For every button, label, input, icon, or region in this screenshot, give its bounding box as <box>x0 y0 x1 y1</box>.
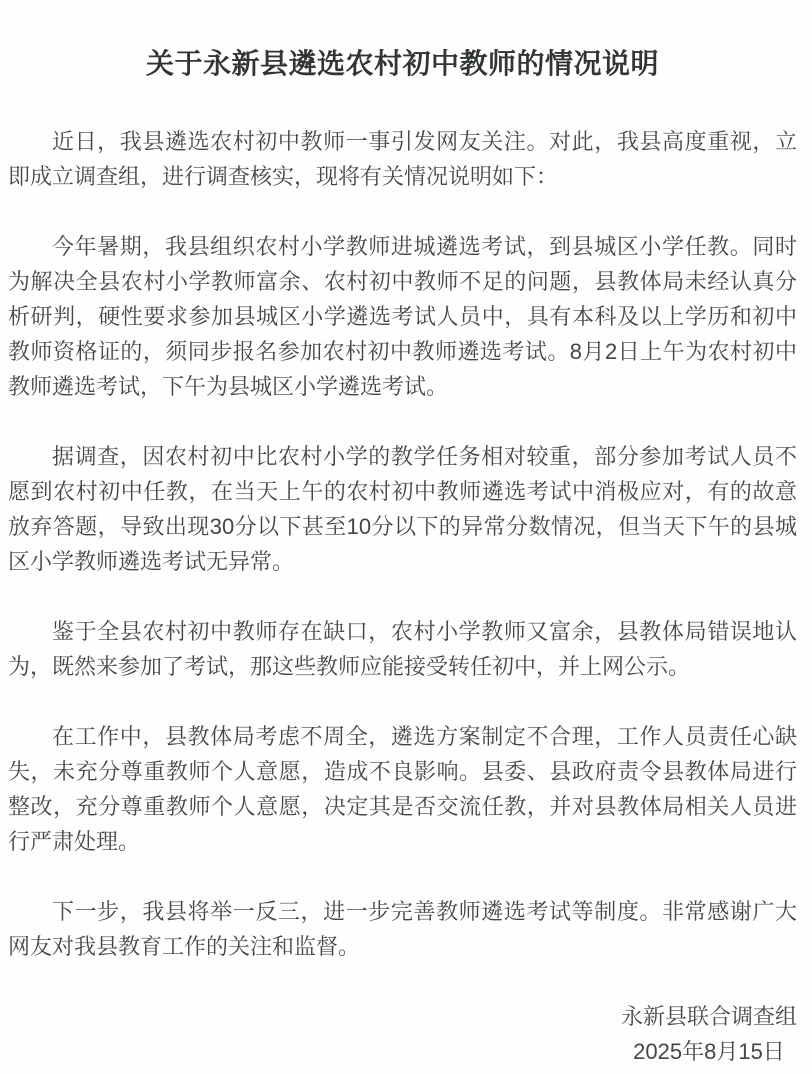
paragraph-rectification: 在工作中，县教体局考虑不周全，遴选方案制定不合理，工作人员责任心缺失，未充分尊重教师个人意愿，造成不良影响。县委、县政府责令县教体局进行整改，充分尊重教师个人意愿，决定其是否交流任教，并对县教体局相关人员进行严肃处理。 <box>8 724 797 854</box>
paragraph-exam-arrangement: 今年暑期，我县组织农村小学教师进城遴选考试，到县城区小学任教。同时为解决全县农村小学教师富余、农村初中教师不足的问题，县教体局未经认真分析研判，硬性要求参加县城区小学遴选考试人员中，具有本科及以上学历和初中教师资格证的，须同步报名参加农村初中教师遴选考试。8月2日上午为农村初中教师遴选考试，下午为县城区小学遴选考试。 <box>8 234 797 399</box>
document-title: 关于永新县遴选农村初中教师的情况说明 <box>145 48 659 79</box>
paragraph-investigation-findings: 据调查，因农村初中比农村小学的教学任务相对较重，部分参加考试人员不愿到农村初中任教，在当天上午的农村初中教师遴选考试中消极应对，有的故意放弃答题，导致出现30分以下甚至10分以下的异常分数情况，但当天下午的县城区小学教师遴选考试无异常。 <box>8 444 797 574</box>
signature-block <box>621 999 797 1069</box>
paragraph-bureau-mistake: 鉴于全县农村初中教师存在缺口，农村小学教师又富余，县教体局错误地认为，既然来参加了考试，那这些教师应能接受转任初中，并上网公示。 <box>8 619 797 679</box>
paragraph-intro: 近日，我县遴选农村初中教师一事引发网友关注。对此，我县高度重视，立即成立调查组，进行调查核实，现将有关情况说明如下： <box>8 129 797 189</box>
signature-date: 2025年8月15日 <box>633 1039 785 1064</box>
signature-org: 永新县联合调查组 <box>620 1004 797 1029</box>
paragraph-closing: 下一步，我县将举一反三，进一步完善教师遴选考试等制度。非常感谢广大网友对我县教育工作的关注和监督。 <box>8 899 797 959</box>
